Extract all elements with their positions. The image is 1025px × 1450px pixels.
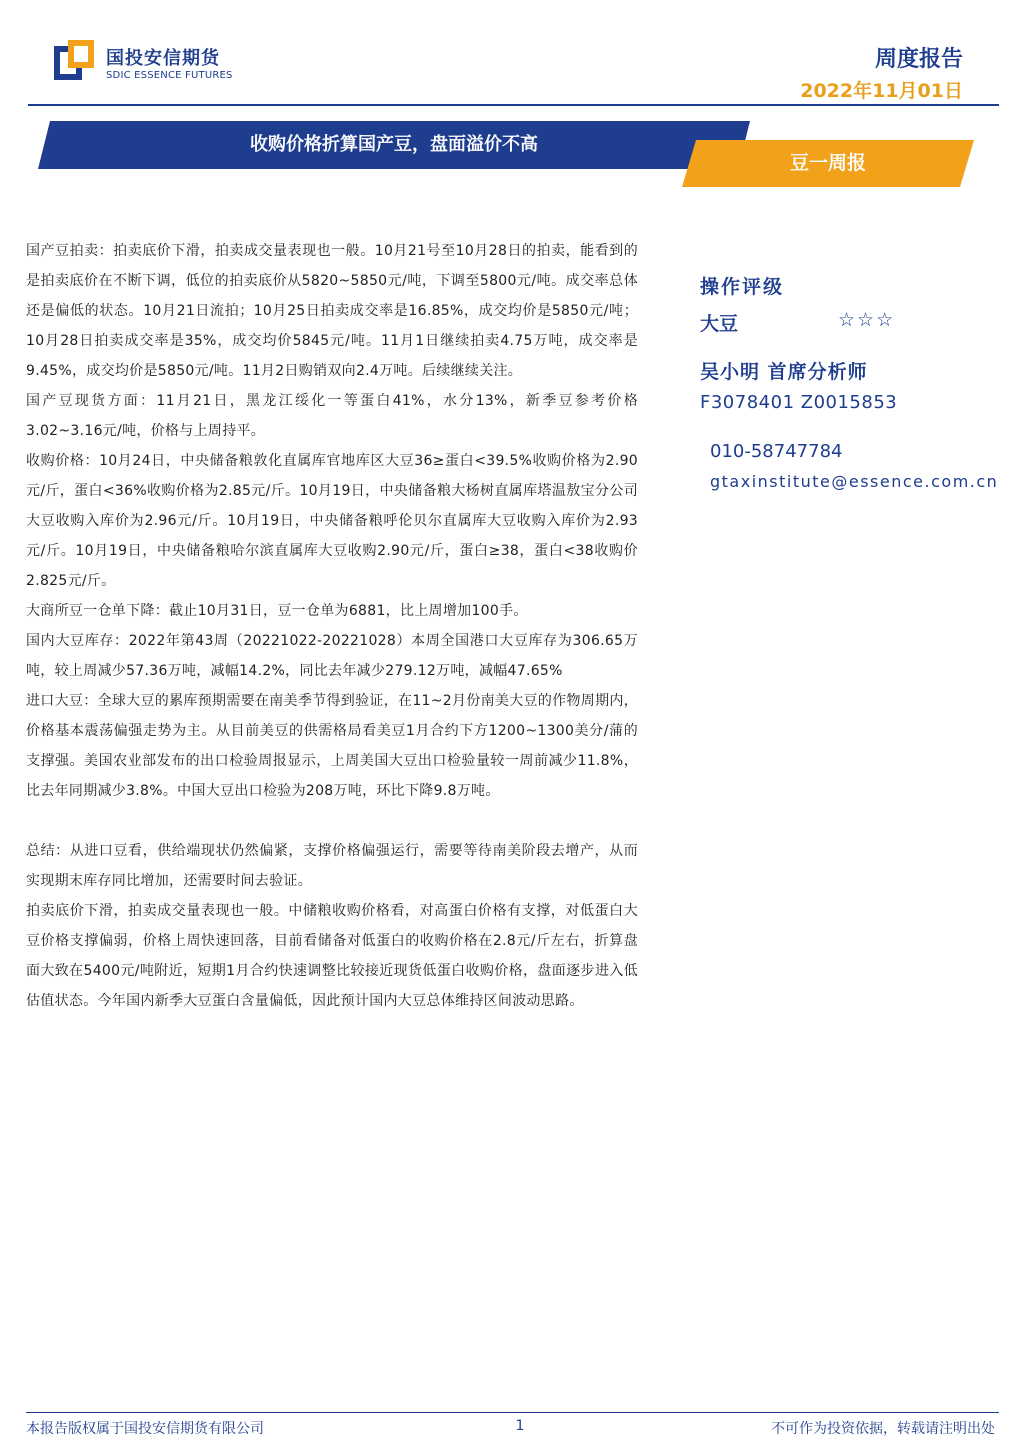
report-body — [26, 236, 638, 1016]
paragraph-spot: 国产豆现货方面：11月21日，黑龙江绥化一等蛋白41%，水分13%，新季豆参考价格3.02~3.16元/吨，价格与上周持平。 — [26, 393, 638, 439]
paragraph-warehouse-receipts: 大商所豆一仓单下降：截止10月31日，豆一仓单为6881，比上周增加100手。 — [26, 603, 528, 619]
report-date: 2022年11月01日 — [800, 80, 963, 102]
report-type-title: 周度报告 — [874, 47, 963, 72]
paragraph-summary: 总结：从进口豆看，供给端现状仍然偏紧，支撑价格偏强运行，需要等待南美阶段去增产，从而实现期末库存同比增加，还需要时间去验证。 — [26, 843, 638, 889]
header-divider — [28, 104, 999, 106]
footer-divider — [26, 1412, 999, 1413]
report-headline: 收购价格折算国产豆，盘面溢价不高 — [250, 134, 538, 155]
logo-chinese-name: 国投安信期货 — [106, 48, 220, 69]
report-category: 豆一周报 — [789, 152, 866, 174]
company-logo — [54, 40, 244, 90]
footer-disclaimer: 不可作为投资依据，转载请注明出处 — [771, 1421, 995, 1437]
paragraph-purchase-price: 收购价格：10月24日，中央储备粮敦化直属库官地库区大豆36≥蛋白<39.5%收购价格为2.90元/斤，蛋白<36%收购价格为2.85元/斤。10月19日，中央储备粮大杨树直属库塔温敖宝分公司大豆收购入库价为2.96元/斤。10月19日，中央储备粮呼伦贝尔直属库大豆收购入库价为2.93元/斤。10月19日，中央储备粮哈尔滨直属库大豆收购2.90元/斤，蛋白≥38，蛋白<38收购价2.825元/斤。 — [26, 453, 638, 589]
logo-english-name: SDIC ESSENCE FUTURES — [106, 70, 233, 81]
paragraph-imports: 进口大豆：全球大豆的累库预期需要在南美季节得到验证，在11~2月份南美大豆的作物周期内，价格基本震荡偏强走势为主。从目前美豆的供需格局看美豆1月合约下方1200~1300美分/蒲的支撑强。美国农业部发布的出口检验周报显示，上周美国大豆出口检验量较一周前减少11.8%，比去年同期减少3.8%。中国大豆出口检验为208万吨，环比下降9.8万吨。 — [26, 693, 638, 799]
analyst-name: 吴小明 首席分析师 — [700, 361, 868, 383]
contact-phone: 010-58747784 — [710, 441, 843, 462]
rating-product: 大豆 — [700, 313, 739, 335]
analyst-certificate: F3078401 Z0015853 — [700, 392, 898, 413]
paragraph-inventory: 国内大豆库存：2022年第43周（20221022-20221028）本周全国港口大豆库存为306.65万吨，较上周减少57.36万吨，减幅14.2%，同比去年减少279.12万吨，减幅47.65% — [26, 633, 638, 679]
paragraph-conclusion: 拍卖底价下滑，拍卖成交量表现也一般。中储粮收购价格看，对高蛋白价格有支撑，对低蛋白大豆价格支撑偏弱，价格上周快速回落，目前看储备对低蛋白的收购价格在2.8元/斤左右，折算盘面大致在5400元/吨附近，短期1月合约快速调整比较接近现货低蛋白收购价格，盘面逐步进入低估值状态。今年国内新季大豆蛋白含量偏低，因此预计国内大豆总体维持区间波动思路。 — [26, 903, 638, 1009]
footer-copyright: 本报告版权属于国投安信期货有限公司 — [26, 1421, 264, 1437]
rating-stars-icon: ☆☆☆ — [838, 309, 896, 331]
rating-row — [700, 309, 1025, 337]
page-number: 1 — [515, 1418, 525, 1434]
paragraph-auction: 国产豆拍卖：拍卖底价下滑，拍卖成交量表现也一般。10月21号至10月28日的拍卖，能看到的是拍卖底价在不断下调，低位的拍卖底价从5820~5850元/吨，下调至5800元/吨。成交率总体还是偏低的状态。10月21日流拍；10月25日拍卖成交率是16.85%，成交均价是5850元/吨；10月28日拍卖成交率是35%，成交均价5845元/吨。11月1日继续拍卖4.75万吨，成交率是9.45%，成交均价是5850元/吨。11月2日购销双向2.4万吨。后续继续关注。 — [26, 243, 638, 379]
logo-mark-icon — [54, 40, 98, 84]
rating-title: 操作评级 — [700, 276, 785, 298]
contact-email[interactable]: gtaxinstitute@essence.com.cn — [710, 472, 999, 491]
sidebar — [700, 272, 1025, 491]
